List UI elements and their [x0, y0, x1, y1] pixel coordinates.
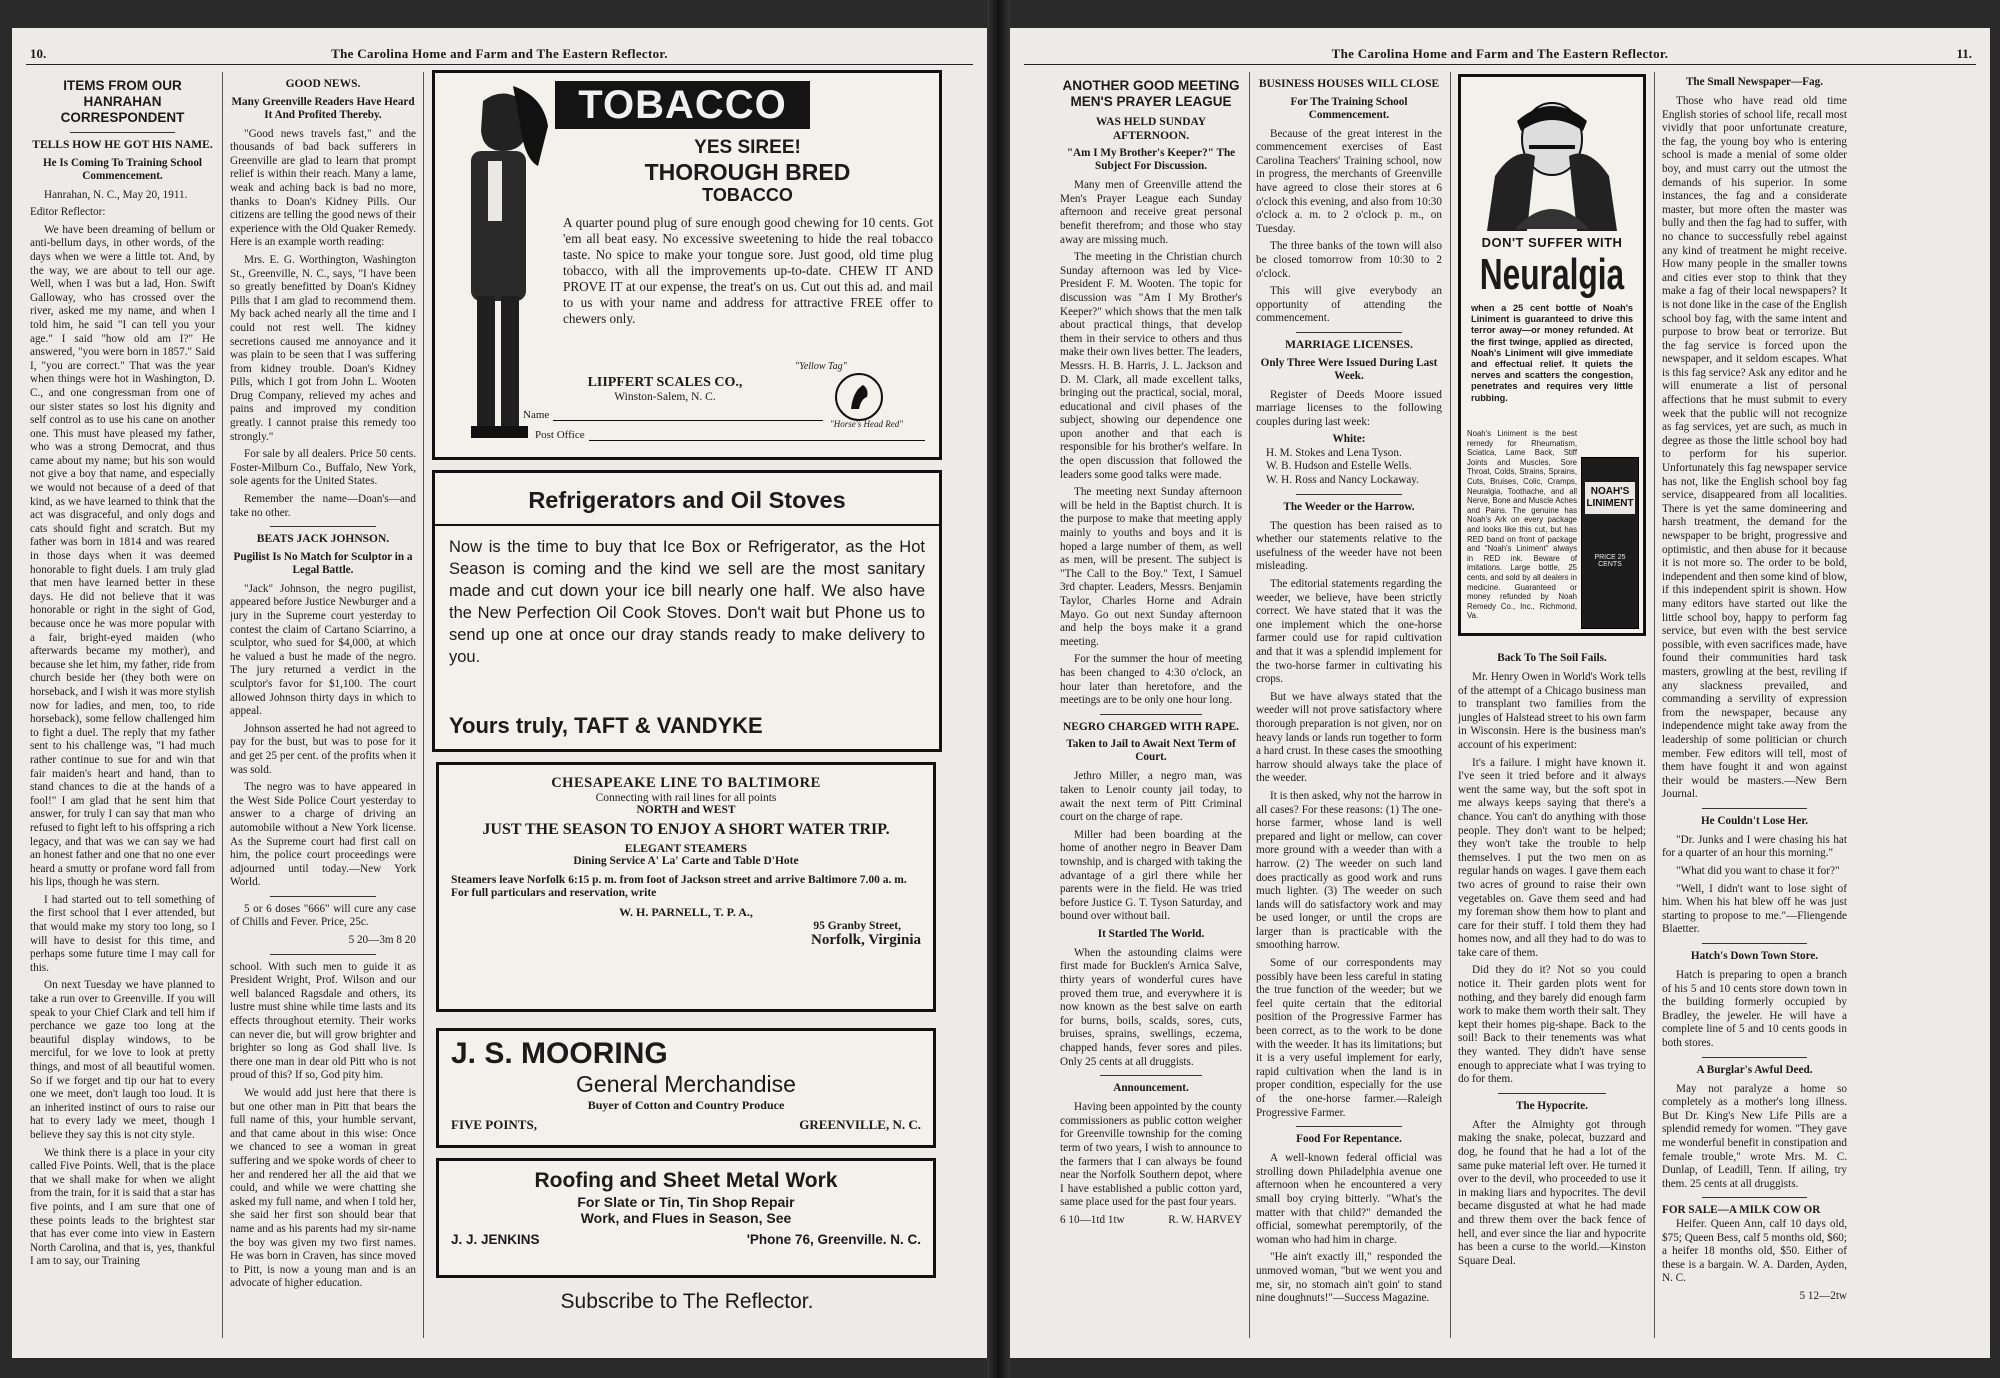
chills-notice: 5 or 6 doses "666" will cure any case of Chills and Fever. Price, 25c. — [230, 902, 416, 929]
divider — [1296, 332, 1402, 333]
chesapeake-headline: JUST THE SEASON TO ENJOY A SHORT WATER TRIP. — [482, 821, 890, 838]
negro-charged-paragraph: Miller had been boarding at the home of another negro in Beaver Dam township, and is charged with taking the advantage of a girl there while her parents were in the field. He was tried before Justice G. T. Tyson Saturday, and bound over without bail. — [1060, 828, 1242, 923]
back-to-soil-paragraph: Did they do it? Not so you could notice it. Their garden plots went for nothing, and they barely did enough farm work to make them worth their salt. They kept their homes pig-shape. Back to the soil! Back to their tenements was what they wanted. They didn't have sense enough to appreciate what I was trying to do for them. — [1458, 964, 1646, 1086]
marriage-licenses-paragraph: Register of Deeds Moore issued marriage licenses to the following couples during last week: — [1256, 388, 1442, 428]
prayer-league-paragraph: The meeting in the Christian church Sunday afternoon was led by Vice-President F. M. Wooten. The topic for discussion was "Am I My Brother's Keeper?" which shows that the men talk about practical things, that develop them in their service to others and thus make their own lives better. The leaders, Messrs. H. B. Harris, J. L. Jackson and D. M. Clark, all made excellent talks, bringing out the practical, social, moral, educational and civil phases of the subject, showing our dependence one upon another and that each is responsible for his brother's welfare. In the open discussion that followed the leaders some good talks were made. — [1060, 251, 1242, 481]
po-blank-line — [589, 440, 925, 441]
divider — [1702, 808, 1807, 809]
right-col-2 — [1256, 72, 1442, 1348]
johnson-paragraph: "Jack" Johnson, the negro pugilist, appeared before Justice Newburger and a jury in the Supreme court yesterday to contest the claim of Cartano Sciarrino, a sculptor, who sued for $4,000, at which he valued a bust he made of the negro. The jury returned a verdict in the sculptor's favor for $1,100. The court allowed Johnson thirty days in which to appeal. — [230, 582, 416, 718]
mooring-title: General Merchandise — [576, 1071, 796, 1097]
neuralgia-title: Neuralgia — [1479, 250, 1625, 299]
negro-charged-headline: NEGRO CHARGED WITH RAPE. — [1062, 720, 1240, 733]
lose-her-paragraph: "What did you want to chase it for?" — [1676, 865, 1840, 878]
roofing-contact-row — [451, 1232, 921, 1247]
announcement-paragraph: Having been appointed by the county commissioners as public cotton weigher for Greenville township for the coming term of two years, I wish to announce to the farmers that I can always be found near the Norfolk Southern depot, where I have established a public cotton yard, same place used for the past four years. — [1060, 1101, 1242, 1209]
chesapeake-agent: W. H. PARNELL, T. P. A., — [619, 905, 753, 919]
roofing-name: J. J. JENKINS — [451, 1232, 540, 1247]
chesapeake-city: Norfolk, Virginia — [810, 932, 921, 948]
hatch-headline: Hatch's Down Town Store. — [1690, 950, 1819, 963]
weeder-paragraph: The question has been raised as to whether our statements relative to the usefulness of the weeder have not been misleading. — [1256, 519, 1442, 573]
neuralgia-body2: Noah's Liniment is the best remedy for Rheumatism, Sciatica, Lame Back, Stiff Joints and Muscles, Sore Throat, Colds, Strains, Sprains, Cuts, Bruises, Colic, Cramps, Neuralgia, Toothache, and all Nerve, Bone and Muscle Aches and Pains. The genuine has Noah's Ark on every package and looks like this cut, but has RED band on front of package and "Noah's Liniment" always in RED ink. Beware of imitations. Large bottle, 25 cents, and sold by all dealers in medicine. Guaranteed or money refunded by Noah Remedy Co., Inc., Richmond, Va. — [1467, 429, 1577, 621]
chesapeake-line5: Steamers leave Norfolk 6:15 p. m. from foot of Jackson street and arrive Baltimore 7.00 a. m. — [451, 874, 907, 886]
roofing-phone: 'Phone 76, Greenville. N. C. — [746, 1232, 921, 1247]
classified-code: 5 12—2tw — [1799, 1289, 1847, 1302]
hanrahan-paragraph: On next Tuesday we have planned to take a run over to Greenville. If you will speak to your Chief Clark and tell him if perchance we gaze too long at the beautiful display windows, to be merciful, for we love to look at pretty things, and most of all beautiful women. So if we forget and tip our hat to every one we meet, don't laugh too loud. It is an inherited instinct of ours to raise our hat to every lady we meet, though I believe they say this is not city style. — [30, 979, 215, 1141]
divider — [1498, 1093, 1606, 1094]
left-top-rule — [26, 64, 973, 65]
divider — [1100, 1075, 1202, 1076]
food-repentance-headline: Food For Repentance. — [1296, 1133, 1402, 1146]
announcement-code: 6 10—1td 1tw — [1060, 1213, 1125, 1226]
tobacco-firm: LIIPFERT SCALES CO., — [587, 375, 743, 390]
mooring-line: Buyer of Cotton and Country Produce — [587, 1098, 785, 1112]
right-col-4 — [1662, 72, 1847, 1348]
left-running-head: The Carolina Home and Farm and The Eastern Reflector. — [331, 46, 668, 61]
divider — [1100, 714, 1202, 715]
good-news-deck: Many Greenville Readers Have Heard It And Profited Thereby. — [231, 95, 415, 121]
couple: W. H. Ross and Nancy Lockaway. — [1266, 474, 1419, 487]
tobacco-tag: "Yellow Tag" — [795, 361, 847, 372]
business-houses-headline: BUSINESS HOUSES WILL CLOSE — [1258, 78, 1440, 90]
tobacco-post-office-field[interactable] — [535, 429, 925, 441]
back-to-soil-paragraph: It's a failure. I might have known it. I've seen it tried before and it always went the same way, but the soft spot in me always keeps saying that there's a chance. You can't do anything with those people. They don't want to be helped; they won't take the trouble to help themselves. I put the two men on as regular hands on wages. I gave them each two acres of ground to raise their own vegetables on. Gave them seed and had my foreman show them how to plant and care for their stuff. I told them they had homes now, and all they had to do was to take care of them. — [1458, 756, 1646, 959]
negro-charged-deck: Taken to Jail to Await Next Term of Court. — [1066, 738, 1236, 764]
hanrahan-dateline: Hanrahan, N. C., May 20, 1911. — [44, 188, 188, 201]
roofing-line1: For Slate or Tin, Tin Shop Repair — [577, 1194, 795, 1210]
tobacco-line3: TOBACCO — [702, 185, 793, 205]
chesapeake-line4: Dining Service A' La' Carte and Table D'Hote — [573, 855, 799, 867]
lose-her-headline: He Couldn't Lose Her. — [1700, 814, 1809, 827]
bottle-price: PRICE 25 CENTS — [1594, 554, 1626, 568]
lose-her-paragraph: "Well, I didn't want to lose sight of him. When his hat blew off he was just starting to propose to me."—Fliengende Blaetter. — [1662, 882, 1847, 936]
good-news-paragraph: For sale by all dealers. Price 50 cents. Foster-Milburn Co., Buffalo, New York, sole agents for the United States. — [230, 448, 416, 488]
left-col-2 — [230, 72, 416, 1348]
chesapeake-address: 95 Granby Street, — [813, 920, 901, 932]
prayer-league-paragraph: The meeting next Sunday afternoon will be held in the Baptist church. It is the purpose to make that meeting apply mainly to youths and boys and it is hoped a large number of them, as well as men, will be present. The subject is "The Call to the Boy." Text, I Samuel 3rd chapter. Leaders, Messrs. Benjamin Taylor, Charles Horne and Adrain Mayo. Go out next Sunday afternoon and help the boys make it a grand meeting. — [1060, 486, 1242, 648]
couple: W. B. Hudson and Estelle Wells. — [1266, 460, 1412, 473]
mooring-name: J. S. MOORING — [451, 1037, 668, 1070]
mooring-ad — [436, 1028, 936, 1148]
negro-charged-paragraph: Jethro Miller, a negro man, was taken to Lenoir county jail today, to await the next term of Pitt Criminal court on the charge of rape. — [1060, 770, 1242, 824]
refrigerators-title: Refrigerators and Oil Stoves — [528, 487, 846, 513]
johnson-headline: BEATS JACK JOHNSON. — [256, 533, 390, 546]
couple: H. M. Stokes and Lena Tyson. — [1266, 446, 1402, 459]
left-col-1 — [30, 72, 215, 1348]
horse-head-logo — [835, 373, 883, 421]
right-col-1 — [1060, 72, 1242, 1348]
startled-paragraph: When the astounding claims were first made for Bucklen's Arnica Salve, thirty years of wonderful cures have proved them true, and everywhere it is now known as the best salve on earth for burns, boils, scalds, sores, cuts, bruises, sprains, swellings, eczema, chapped hands, fever sores and piles. Only 25 cents at all druggists. — [1060, 946, 1242, 1068]
chesapeake-line2: NORTH and WEST — [636, 804, 736, 816]
right-col-3 — [1458, 648, 1646, 1348]
prayer-league-paragraph: Many men of Greenville attend the Men's Prayer League each Sunday afternoon and receive great personal benefit therefrom; and those who stay away are missing much. — [1060, 179, 1242, 246]
good-news-headline: GOOD NEWS. — [285, 78, 361, 90]
neuralgia-body: when a 25 cent bottle of Noah's Liniment is guaranteed to drive this terror away—or money refunded. At the first twinge, applied as directed, Noah's Liniment will give immediate and effectual relief. It quiets the nerves and scatters the congestion, penetrates and requires very little rubbing. — [1471, 303, 1633, 403]
hypocrite-paragraph: After the Almighty got through making the snake, polecat, buzzard and dog, he found that he had a lot of the same puke material left over. He turned it over to the devil, who proceeded to use it in making liars and hypocrites. The devil became disgusted at what he had made and threw them over the back fence of hell, and ever since the liar and hypocrite has been a curse to the world.—Kinston Square Deal. — [1458, 1118, 1646, 1267]
food-repentance-paragraph: A well-known federal official was strolling down Philadelphia avenue one afternoon when he encountered a very small boy crying bitterly. "What's the matter with that child?" demanded the official, somewhat peremptorily, of the woman who had him in charge. — [1256, 1152, 1442, 1246]
startled-headline: It Startled The World. — [1097, 927, 1205, 940]
announcement-signoff — [1060, 1214, 1242, 1228]
weeder-headline: The Weeder or the Harrow. — [1283, 500, 1415, 513]
tobacco-firm-block — [565, 375, 765, 403]
weeder-paragraph: But we have always stated that the weeder will not prove satisfactory where thorough preparation is not given, nor on heavy lands or lands run together to form a hard crust. In these cases the smoothing harrow should always take the place of the weeder. — [1256, 690, 1442, 785]
bottle-label: NOAH'S LINIMENT — [1585, 482, 1635, 514]
business-houses-paragraph: This will give everybody an opportunity of attending the commencement. — [1256, 285, 1442, 325]
left-page — [12, 28, 987, 1358]
chesapeake-ad — [436, 762, 936, 1012]
weeder-paragraph: The editorial statements regarding the weeder, we believe, have been strictly correct. We have stated that it was the one implement which the one-horse farmer could use for rapid cultivation and that it was a splendid implement for the two-horse farmer in cultivating his crops. — [1256, 578, 1442, 686]
classified-body: Heifer. Queen Ann, calf 10 days old, $75; Queen Bess, calf 5 months old, $60; a heifer 18 months old, $50. Either of these is a bargain. W. A. Darden, Ayden, N. C. — [1662, 1217, 1847, 1285]
food-repentance-paragraph: "He ain't exactly ill," responded the unmoved woman, "but we went you and me, sir, no stomach ain't goin' to stand nine doughnuts!"—Success Magazine. — [1256, 1251, 1442, 1305]
burglar-headline: A Burglar's Awful Deed. — [1696, 1063, 1813, 1076]
divider — [435, 524, 939, 526]
announcement-signature: R. W. HARVEY — [1168, 1213, 1242, 1226]
tobacco-po-label: Post Office — [535, 429, 585, 441]
hanrahan-continued: school. With such men to guide it as President Wright, Prof. Wilson and our well balanced Ragsdale and others, its lustre must shine while time lasts and its effects throughout eternity. Their works can never die, but will grow brighter and brighter so long as God shall live. Is there one man in dear old Pitt who is not proud of this? If so, God pity him. — [230, 960, 416, 1082]
refrigerators-signature: Yours truly, TAFT & VANDYKE — [449, 713, 763, 738]
hanrahan-deck: He Is Coming To Training School Commencement. — [42, 156, 203, 182]
chesapeake-line6: For full particulars and reservation, write — [451, 887, 657, 899]
roofing-title: Roofing and Sheet Metal Work — [534, 1169, 838, 1192]
tobacco-body: A quarter pound plug of sure enough good chewing for 10 cents. Got 'em all beat easy. No excessive sweetening to hide the real tobacco taste. No spice to make your tongue sore. Just good, old time plug tobacco, with all the improvements up-to-date. CHEW IT AND PROVE IT at our expense, the treat's on us. Cut out this ad. and mail to us with your name and address for attractive FREE offer to chewers only. — [563, 215, 933, 326]
marriage-licenses-headline: MARRIAGE LICENSES. — [1285, 338, 1413, 351]
back-to-soil-paragraph: Mr. Henry Owen in World's Work tells of the attempt of a Chicago business man to transplant two families from the jungles of Halstead street to his own farm in Wisconsin. Here is the business man's account of his experiment: — [1458, 671, 1646, 751]
prayer-league-deck: "Am I My Brother's Keeper?" The Subject For Discussion. — [1066, 147, 1236, 173]
weeder-paragraph: Some of our correspondents may possibly have been less careful in stating the true function of the weeder; but we feel quite certain that the editorial position of the Progressive Farmer has been correct, as to the work to be done with the weeder. It has its limitations; but it is a very useful implement for early, rapid cultivation when the land is in proper condition, especially for the use of the one-horse farmer.—Raleigh Progressive Farmer. — [1256, 957, 1442, 1119]
tobacco-line1: YES SIREE! — [694, 137, 801, 158]
chesapeake-line3: ELEGANT STEAMERS — [624, 843, 748, 855]
white-label: White: — [1332, 433, 1366, 446]
hatch-paragraph: Hatch is preparing to open a branch of his 5 and 10 cents store down town in the building formerly occupied by Bradley, the jeweler. He will have a complete line of 5 and 10 cents goods in both stores. — [1662, 969, 1847, 1049]
tobacco-name-field[interactable] — [523, 409, 823, 421]
prayer-league-paragraph: For the summer the hour of meeting has been changed to 4:30 o'clock, an hour later than heretofore, and the meetings are to be only one hour long. — [1060, 653, 1242, 707]
horse-head-icon — [837, 375, 881, 419]
johnson-paragraph: Johnson asserted he had not agreed to pay for the bust, but was to pose for it and get 25 per cent. of the profits when it was sold. — [230, 722, 416, 776]
business-houses-paragraph: Because of the great interest in the commencement exercises of East Carolina Teachers' Training school, now in progress, the merchants of Greenville have agreed to close their stores at 6 o'clock this evening, and also from 10:30 o'clock a. m. to 2 o'clock p. m., on Tuesday. — [1256, 127, 1442, 235]
chills-notice-code: 5 20—3m 8 20 — [348, 934, 416, 947]
subscribe-line: Subscribe to The Reflector. — [560, 1290, 814, 1313]
right-running-head: The Carolina Home and Farm and The Eastern Reflector. — [1331, 46, 1669, 61]
divider — [270, 526, 376, 527]
classified-head: FOR SALE—A MILK COW OR — [1662, 1204, 1821, 1217]
column-rule — [1450, 72, 1451, 1338]
man-and-horse-illustration — [443, 81, 553, 451]
fag-paragraph: Those who have read old time English stories of school life, recall most vividly that poor unfortunate creature, the fag, the young boy who is entering school is made a menial of some older boy, and must carry out the utmost the demands of his superior. In some instances, the fag and a considerate master, but more often the master was bully and then the fag had to suffer, with no chance to successfully rebel against any kind of treatment he might receive. How many people in the smaller towns and cities ever stop to think that they make a fag of their local newspapers? It is not done like in the case of the English school boy fag, with the same intent and purpose to brow beat or terrorize. But the fag service is forced upon the newspaper, and it seldom escapes. What is this fag service? Ask any editor and he will enumerate a list of personal affections that he must submit to every week that the public will not recognize as fag services, yet are such, as much in degree as those the little school boy had to perform for his superior. Unfortunately this fag newspaper service has not, like the English school boy fag service, disappeared from all localities. There is yet the same domineering and harsh treatment, the demand for the newspaper to be bright, progressive and optimistic, and then abuse for it because it is not more so. The order to be bold, independent and then some kind of blow, if this independent spirit is shown. How many editors have started out like the little school boy, happy to perform fag service, but even with the best service possible, with even sacrifices made, have found their communities hard task masters, growling at the best, reviling if any slackness prevailed, and commanding a servility of expression from the newspaper, because any independence might take away from the leadership of some politician or church member. Few editors will tell, most of them have fought it and won against their would be masters.—New Bern Journal. — [1662, 95, 1847, 801]
tobacco-city: Winston-Salem, N. C. — [614, 391, 716, 403]
refrigerators-body: Now is the time to buy that Ice Box or Refrigerator, as the Hot Season is coming and the kind we sell are the most sanitary made and cut down your ice bill nearly one half. We also have the New Perfection Oil Cook Stoves. Don't wait but Phone us to send up one at once our dray stands ready to make delivery to you. — [449, 538, 925, 666]
right-top-rule — [1024, 64, 1976, 65]
column-rule — [222, 72, 223, 1338]
liniment-bottle — [1581, 457, 1639, 629]
roofing-ad — [436, 1158, 936, 1278]
business-houses-paragraph: The three banks of the town will also be closed tomorrow from 10:30 to 2 o'clock. — [1256, 240, 1442, 280]
lose-her-paragraph: "Dr. Junks and I were chasing his hat for a quarter of an hour this morning." — [1662, 833, 1847, 860]
hanrahan-subhead: TELLS HOW HE GOT HIS NAME. — [32, 139, 213, 151]
divider — [70, 132, 175, 133]
johnson-deck: Pugilist Is No Match for Sculptor in a Legal Battle. — [233, 550, 413, 576]
hanrahan-salutation: Editor Reflector: — [30, 206, 106, 219]
roofing-line2: Work, and Flues in Season, See — [580, 1210, 792, 1226]
divider — [270, 954, 376, 955]
name-blank-line — [553, 420, 823, 421]
johnson-paragraph: The negro was to have appeared in the West Side Police Court yesterday to answer to a charge of driving an automobile without a New York license. As the Supreme court had first call on him, the police court proceedings were adjourned until today.—New York World. — [230, 781, 416, 889]
marriage-licenses-deck: Only Three Were Issued During Last Week. — [1260, 356, 1438, 382]
divider — [1296, 494, 1402, 495]
hanrahan-headline: ITEMS FROM OUR HANRAHAN CORRESPONDENT — [60, 78, 185, 125]
tobacco-name-label: Name — [523, 409, 550, 421]
good-news-paragraph: "Good news travels fast," and the thousands of bad back sufferers in Greenville are glad to learn that prompt relief is within their reach. Many a lame, weak and aching back is bad no more, thanks to Doan's Kidney Pills. Our citizens are telling the good news of their experience with the Old Quaker Remedy. Here is an example worth reading: — [230, 127, 416, 249]
mooring-right: GREENVILLE, N. C. — [799, 1117, 921, 1132]
column-rule — [1249, 72, 1250, 1338]
mooring-address-row — [451, 1117, 921, 1133]
hanrahan-paragraph: We think there is a place in your city called Five Points. Well, that is the place that we shall make for when we alight from the train, for it is said that a star has five points, and I am sure that one of these points leads to the brightest star that has ever come into view in Eastern North Carolina, and that is, yes, thankful I am to say, our Training — [30, 1146, 215, 1268]
neuralgia-top: DON'T SUFFER WITH — [1481, 235, 1623, 250]
neuralgia-ad — [1458, 74, 1646, 636]
prayer-league-subhead: WAS HELD SUNDAY AFTERNOON. — [1095, 116, 1207, 142]
tobacco-headlines — [560, 137, 935, 206]
chesapeake-line1: Connecting with rail lines for all points — [595, 792, 777, 804]
business-houses-deck: For The Training School Commencement. — [1290, 95, 1408, 121]
burglar-paragraph: May not paralyze a home so completely as a mother's long illness. But Dr. King's New Life Pills are a splendid remedy for women. "They gave me wonderful benefit in constipation and female trouble," wrote Mrs. M. C. Dunlap, of Leadill, Tenn. If ailing, try them. 25 cents at all druggists. — [1662, 1082, 1847, 1190]
divider — [1702, 1057, 1807, 1058]
left-folio: 10. — [30, 46, 47, 61]
good-news-paragraph: Mrs. E. G. Worthington, Washington St., Greenville, N. C., says, "I have been so greatly benefitted by Doan's Kidney Pills that I am glad to recommend them. My back ached nearly all the time and I could not rest well. The kidney secretions caused me annoyance and it was plain to be seen that I was suffering from kidney trouble. Doan's Kidney Pills, which I got from John L. Wooten Drug Company, relieved my aches and pains and improved my condition greatly. I cannot praise this remedy too strongly." — [230, 253, 416, 443]
good-news-paragraph: Remember the name—Doan's—and take no other. — [230, 493, 416, 519]
right-page — [1010, 28, 1990, 1358]
divider — [270, 896, 376, 897]
announcement-headline: Announcement. — [1113, 1082, 1189, 1095]
hanrahan-continued: We would add just here that there is but one other man in Pitt that bears the full name of this, your humble servant, and that came about in this wise: Once we chanced to see a woman in great suffering and we spoke words of cheer to her and rendered her all the aid that we could, and while we were chatting she asked my full name, and when I told her, she said her first son should bear that name and as his parents had my sir-name the boy was given my two first names. He was born in Craven, has since moved to Pitt, is now a young man and is an advocate of higher education. — [230, 1087, 416, 1290]
hanrahan-paragraph: We have been dreaming of bellum or anti-bellum days, in other words, of the days when we were a little tot. And, by the way, we are about to tell our age. Well, when I was but a lad, Hon. Swift Galloway, who has crossed over the river, asked me my name, and when I told him, he said "I can tell you your age." I said "how old am I?" He answered, "you were born in 1857." Said I, "you are correct." That was the year when things were hot in Washington, D. C., and one congressman from one of our sister states so lost his dignity and self control as to use his cane on another one. This must have pleased my father, who was a strong Democrat, and thus came about my name; but his son would not give a boy that name, and especially we would not because of a deed of that kind, as we have learned to think that the act was disgraceful, and only dogs and cats should fight and scratch. But my father was born in 1814 and was reared in those days when it was deemed honorable to fight duels. I am truly glad that men have learned better in these days. He did not believe that it was honorable or right in the sight of God, because once he was more popular with a fair, bright-eyed maiden (who afterwards became my mother), and because she let him, my father, ride from church beside her (they both were on horseback, and I wish it was more stylish now for ladies, and men, too, to ride horseback), some fellow challenged him to fight a duel. The reply that my father sent to his challenge was, "I had much rather continue to sue for and win that fair maiden's heart and hand, than to stand chances to die at the hands of a fool!" I am glad that he sent him that answer, for truly I can say that man who refused to fight left to his offspring a rich legacy, and that was we can say we had an honest father and one that no one ever heard a smutty or profane word fall from his lips, though he was stern. — [30, 223, 215, 889]
fag-headline: The Small Newspaper—Fag. — [1685, 76, 1824, 88]
back-to-soil-headline: Back To The Soil Fails. — [1497, 652, 1607, 664]
gutter — [987, 0, 1010, 1378]
divider — [1702, 943, 1807, 944]
column-rule — [1654, 72, 1655, 1338]
divider — [1702, 1197, 1807, 1198]
chesapeake-title: CHESAPEAKE LINE TO BALTIMORE — [551, 775, 821, 791]
mooring-left: FIVE POINTS, — [451, 1117, 537, 1132]
column-rule — [423, 72, 424, 1338]
prayer-league-headline: ANOTHER GOOD MEETING MEN'S PRAYER LEAGUE — [1062, 78, 1240, 109]
tobacco-ad — [432, 70, 942, 460]
tobacco-line2: THOROUGH BRED — [644, 159, 851, 185]
refrigerators-ad — [432, 470, 942, 752]
hypocrite-headline: The Hypocrite. — [1515, 1099, 1589, 1112]
divider — [1296, 1126, 1402, 1127]
right-folio: 11. — [1956, 46, 1972, 61]
suffering-man-illustration — [1465, 81, 1639, 231]
tobacco-banner: TOBACCO — [555, 81, 810, 129]
hanrahan-paragraph: I had started out to tell something of the first school that I ever attended, but that would make my story too long, so I will have to desist for this time, and perhaps some future time I may call for this. — [30, 893, 215, 974]
tobacco-logo-caption: "Horse's Head Red" — [830, 419, 903, 429]
weeder-paragraph: It is then asked, why not the harrow in all cases? For these reasons: (1) The one-horse farmer, whose land is well prepared and light or mellow, can cover more ground with a weeder than with a harrow. (2) The weeder on such land does practically as good work and runs much lighter. (3) The weeder on such lands will do satisfactory work and may be used longer, or until the crops are larger than is practicable with the smoothing harrow. — [1256, 789, 1442, 952]
